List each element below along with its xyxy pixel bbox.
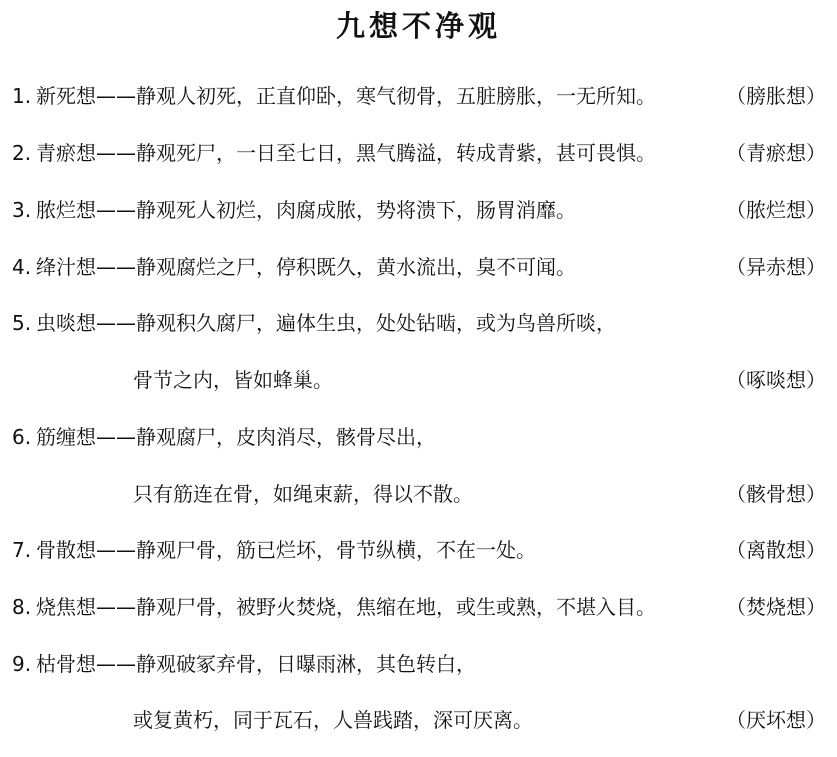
entry-number: 5.	[12, 311, 32, 335]
entry-text: 青瘀想——静观死尸，一日至七日，黑气腾溢，转成青紫，甚可畏惧。	[36, 141, 656, 165]
entry-continuation-line	[0, 363, 837, 397]
entry-alias-tag: （离散想）	[726, 538, 826, 562]
entry-alias-tag: （厌坏想）	[726, 708, 826, 732]
entry-text: 筋缠想——静观腐尸，皮肉消尽，骸骨尽出，	[36, 425, 436, 449]
entry-line	[0, 136, 837, 170]
entry-number: 7.	[12, 538, 32, 562]
entry-text: 烧焦想——静观尸骨，被野火焚烧，焦缩在地，或生或熟，不堪入目。	[36, 595, 656, 619]
page-title: 九想不净观	[335, 9, 501, 43]
entry-alias-tag: （脓烂想）	[726, 198, 826, 222]
entry-continuation-line	[0, 703, 837, 737]
entry-line	[0, 250, 837, 284]
entry-alias-tag: （青瘀想）	[726, 141, 826, 165]
entry-text: 骨散想——静观尸骨，筋已烂坏，骨节纵横，不在一处。	[36, 538, 536, 562]
entry-number: 6.	[12, 425, 32, 449]
entry-text: 脓烂想——静观死人初烂，肉腐成脓，势将溃下，肠胃消靡。	[36, 198, 576, 222]
entry-text: 新死想——静观人初死，正直仰卧，寒气彻骨，五脏膀胀，一无所知。	[36, 84, 656, 108]
entry-text: 只有筋连在骨，如绳束薪，得以不散。	[133, 482, 473, 506]
entry-alias-tag: （异赤想）	[726, 255, 826, 279]
entry-line	[0, 533, 837, 567]
entry-text: 枯骨想——静观破冢弃骨，日曝雨淋，其色转白，	[36, 652, 476, 676]
entry-alias-tag: （焚烧想）	[726, 595, 826, 619]
entry-number: 4.	[12, 255, 32, 279]
entry-line	[0, 193, 837, 227]
entry-number: 9.	[12, 652, 32, 676]
entry-number: 3.	[12, 198, 32, 222]
entry-line	[0, 306, 837, 340]
entry-line	[0, 647, 837, 681]
entry-text: 骨节之内，皆如蜂巢。	[133, 368, 333, 392]
entry-line	[0, 590, 837, 624]
entry-number: 1.	[12, 84, 32, 108]
entry-text: 或复黄朽，同于瓦石，人兽践踏，深可厌离。	[133, 708, 533, 732]
entry-alias-tag: （膀胀想）	[726, 84, 826, 108]
entry-text: 绛汁想——静观腐烂之尸，停积既久，黄水流出，臭不可闻。	[36, 255, 576, 279]
entry-continuation-line	[0, 477, 837, 511]
entry-number: 2.	[12, 141, 32, 165]
entry-text: 虫啖想——静观积久腐尸，遍体生虫，处处钻啮，或为鸟兽所啖，	[36, 311, 616, 335]
entry-alias-tag: （啄啖想）	[726, 368, 826, 392]
entry-number: 8.	[12, 595, 32, 619]
entry-line	[0, 420, 837, 454]
entry-alias-tag: （骸骨想）	[726, 482, 826, 506]
entry-line	[0, 79, 837, 113]
